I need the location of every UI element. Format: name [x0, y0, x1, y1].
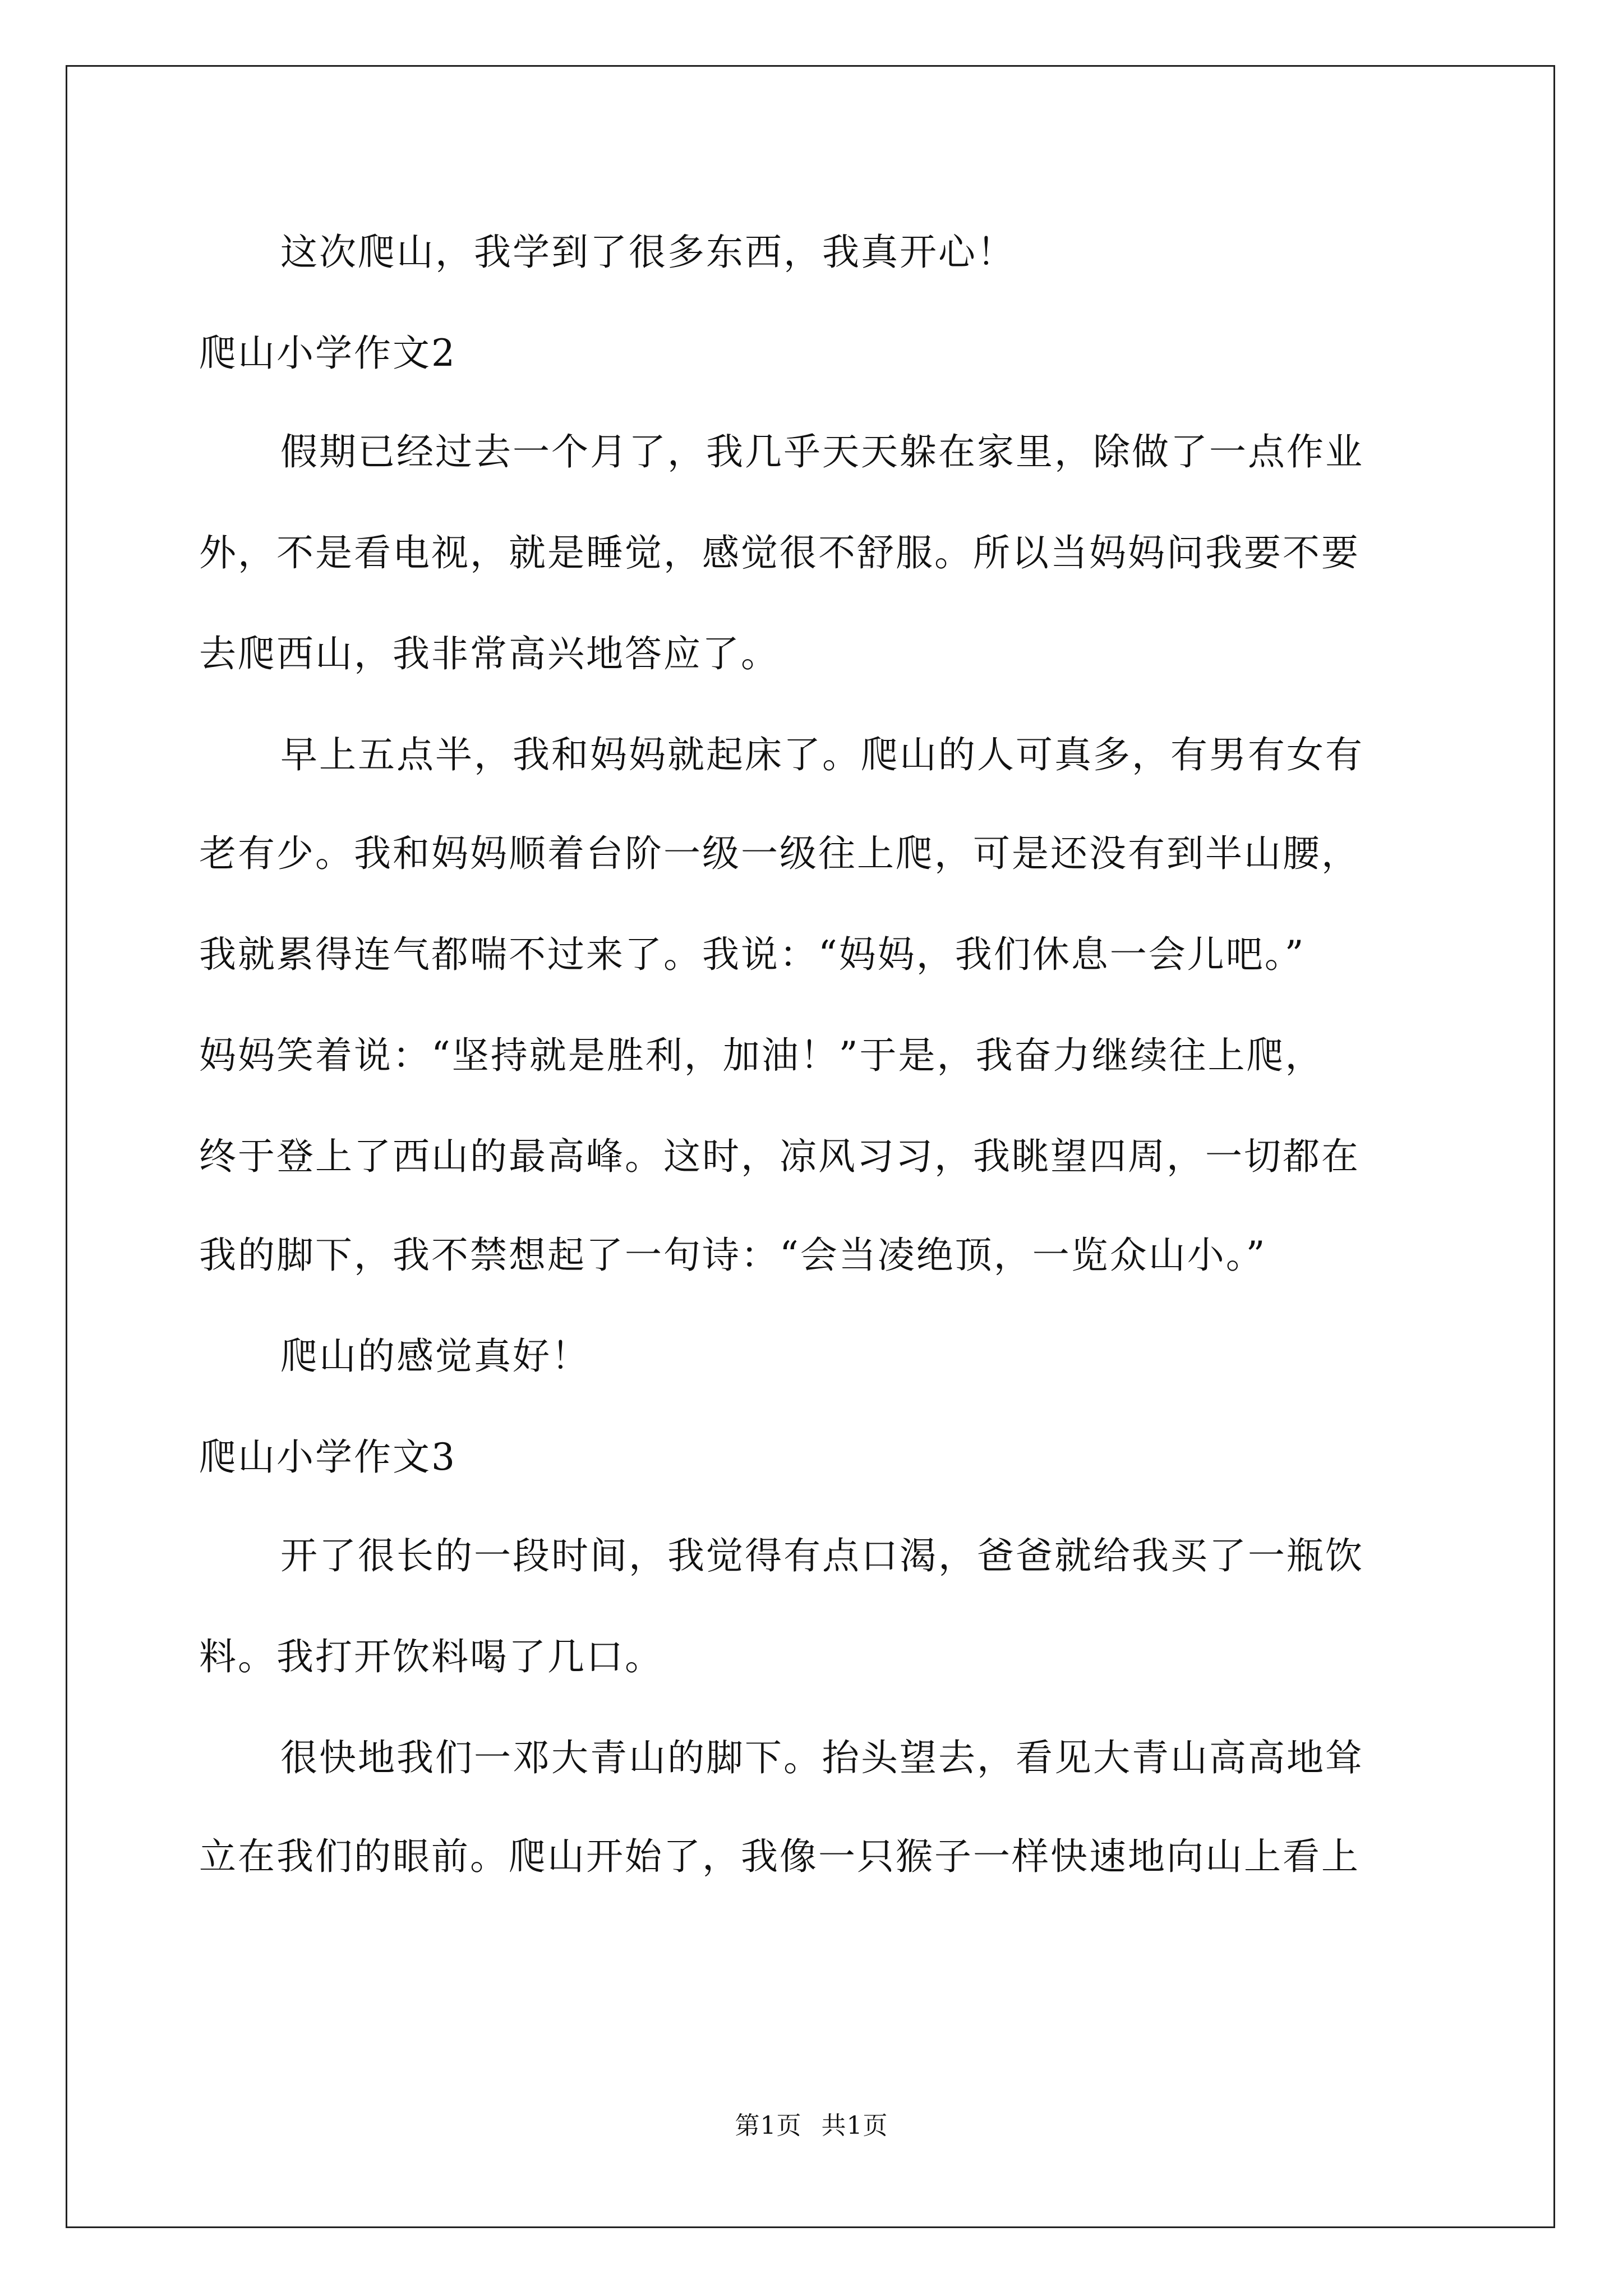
section-title: 爬山小学作文2 — [199, 332, 457, 375]
paragraph-line: 开了很长的一段时间，我觉得有点口渴，爸爸就给我买了一瓶饮 — [280, 1534, 1364, 1577]
paragraph-line: 老有少。我和妈妈顺着台阶一级一级往上爬，可是还没有到半山腰， — [199, 832, 1360, 875]
paragraph-line: 我的脚下，我不禁想起了一句诗：“会当凌绝顶，一览众山小。” — [199, 1234, 1267, 1277]
paragraph-line: 立在我们的眼前。爬山开始了，我像一只猴子一样快速地向山上看上 — [199, 1835, 1360, 1878]
paragraph-line: 外，不是看电视，就是睡觉，感觉很不舒服。所以当妈妈问我要不要 — [199, 531, 1360, 574]
paragraph-line: 假期已经过去一个月了，我几乎天天躲在家里，除做了一点作业 — [280, 430, 1364, 473]
paragraph-line: 妈妈笑着说：“坚持就是胜利，加油！”于是，我奋力继续往上爬， — [199, 1034, 1324, 1077]
section-title: 爬山小学作文3 — [199, 1435, 457, 1479]
page-number: 第1页 — [735, 2111, 802, 2140]
paragraph-line: 料。我打开饮料喝了几口。 — [199, 1635, 663, 1678]
paragraph-line: 终于登上了西山的最高峰。这时，凉风习习，我眺望四周，一切都在 — [199, 1135, 1360, 1178]
paragraph-line: 爬山的感觉真好！ — [280, 1335, 590, 1378]
paragraph-line: 很快地我们一邓大青山的脚下。抬头望去，看见大青山高高地耸 — [280, 1736, 1364, 1779]
paragraph-line: 早上五点半，我和妈妈就起床了。爬山的人可真多，有男有女有 — [280, 733, 1364, 776]
paragraph-line: 去爬西山，我非常高兴地答应了。 — [199, 632, 780, 675]
paragraph-line: 我就累得连气都喘不过来了。我说：“妈妈，我们休息一会儿吧。” — [199, 933, 1306, 976]
page-total: 共1页 — [821, 2111, 888, 2140]
paragraph-line: 这次爬山，我学到了很多东西，我真开心！ — [280, 231, 1016, 274]
page-footer — [0, 2109, 1623, 2143]
